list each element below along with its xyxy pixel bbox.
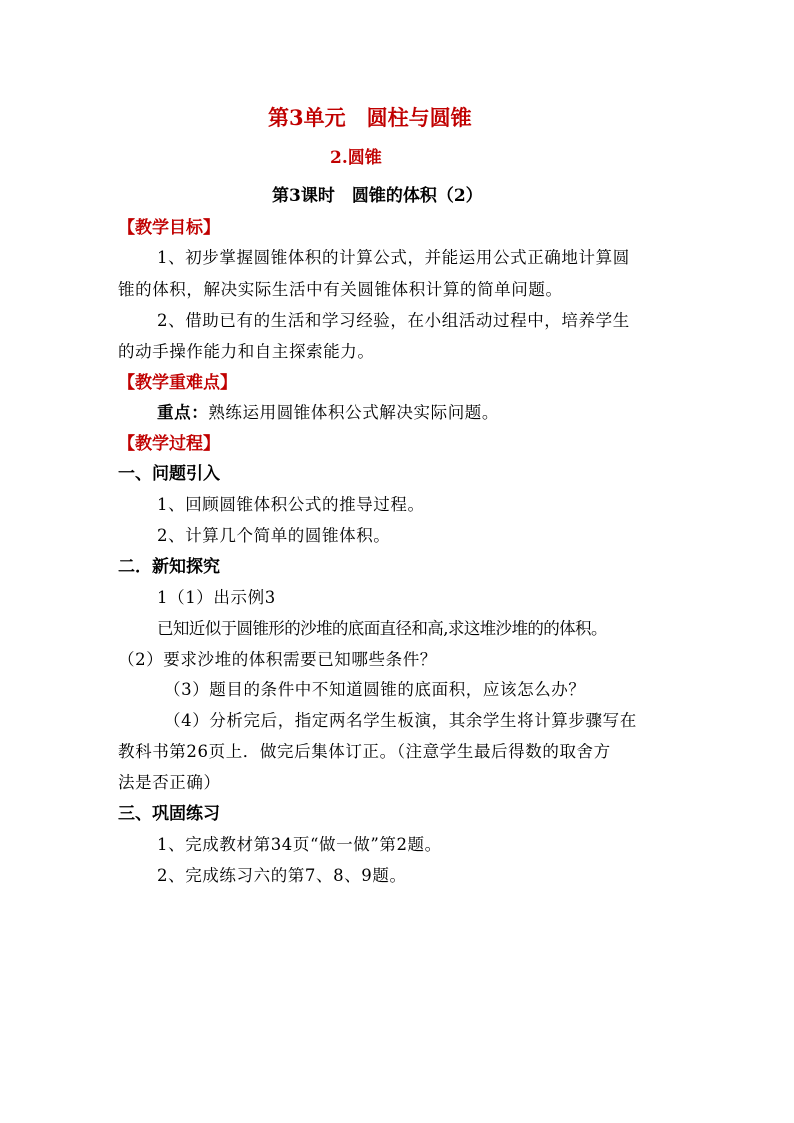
- key-points-heading: 【教学重难点】: [118, 373, 237, 393]
- key-point-label: 重点：: [157, 403, 209, 422]
- part2-item-5-line-2: 教科书第26页上．做完后集体订正。（注意学生最后得数的取舍方: [118, 742, 611, 761]
- objective-1-line-1: 1、初步掌握圆锥体积的计算公式，并能运用公式正确地计算圆: [157, 248, 630, 267]
- part2-item-5-line-3: 法是否正确）: [118, 773, 221, 792]
- part2-item-2: 已知近似于圆锥形的沙堆的底面直径和高,求这堆沙堆的的体积。: [157, 619, 607, 638]
- part3-item-2: 2、完成练习六的第7、8、9题。: [157, 866, 407, 885]
- key-point-line: [157, 403, 499, 423]
- part2-item-3: （2）要求沙堆的体积需要已知哪些条件？: [118, 650, 437, 669]
- part2-item-5-line-1: （4）分析完后，指定两名学生板演，其余学生将计算步骤写在: [164, 711, 637, 730]
- part1-title: 一、问题引入: [118, 464, 220, 484]
- section-title: 2.圆锥: [330, 148, 382, 168]
- objectives-heading: 【教学目标】: [118, 218, 220, 238]
- part2-title: 二．新知探究: [118, 557, 220, 577]
- part1-item-1: 1、回顾圆锥体积公式的推导过程。: [157, 495, 425, 514]
- objective-2-line-1: 2、借助已有的生活和学习经验，在小组活动过程中，培养学生: [157, 311, 630, 330]
- objective-2-line-2: 的动手操作能力和自主探索能力。: [118, 342, 375, 361]
- unit-title: 第3单元 圆柱与圆锥: [268, 105, 472, 130]
- part1-item-2: 2、计算几个简单的圆锥体积。: [157, 526, 391, 545]
- lesson-title: 第3课时 圆锥的体积（2）: [272, 186, 483, 206]
- part3-title: 三、巩固练习: [118, 804, 220, 824]
- part3-item-1: 1、完成教材第34页“做一做”第2题。: [157, 835, 442, 854]
- part2-item-1: 1（1）出示例3: [157, 588, 276, 607]
- part2-item-4: （3）题目的条件中不知道圆锥的底面积，应该怎么办？: [164, 680, 586, 699]
- process-heading: 【教学过程】: [118, 434, 220, 454]
- key-point-text: 熟练运用圆锥体积公式解决实际问题。: [208, 403, 500, 422]
- objective-1-line-2: 锥的体积，解决实际生活中有关圆锥体积计算的简单问题。: [118, 280, 563, 299]
